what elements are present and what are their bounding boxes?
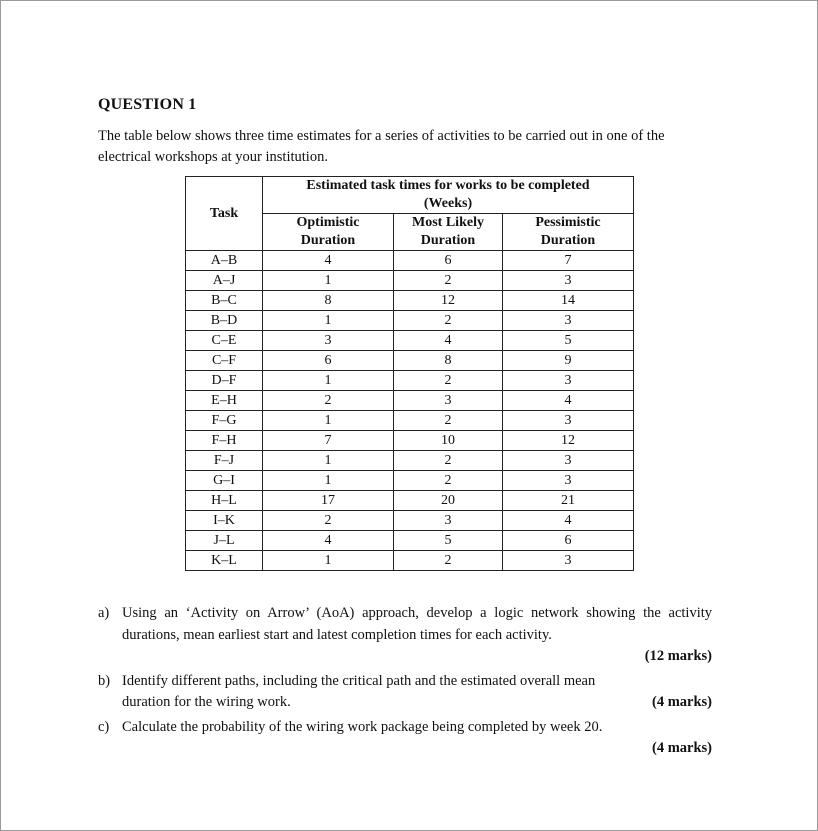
most-likely-cell: 5 — [394, 531, 503, 551]
most-likely-cell: 2 — [394, 411, 503, 431]
pessimistic-cell: 3 — [503, 451, 634, 471]
task-cell: G–I — [186, 471, 263, 491]
table-row — [186, 511, 634, 531]
optimistic-cell: 4 — [263, 531, 394, 551]
task-cell: J–L — [186, 531, 263, 551]
pessimistic-header: Pessimistic Duration — [503, 214, 634, 251]
table-row — [186, 451, 634, 471]
estimated-times-header-line1: Estimated task times for works to be completed — [306, 178, 590, 193]
question-a-label: a) — [98, 605, 110, 621]
most-likely-header: Most Likely Duration — [394, 214, 503, 251]
table-row — [186, 271, 634, 291]
optimistic-cell: 1 — [263, 471, 394, 491]
question-a-text: Using an ‘Activity on Arrow’ (AoA) approach, develop a logic network showing the activity durations, mean earliest start and latest completion times for each activity. — [122, 605, 712, 643]
table-row — [186, 491, 634, 511]
most-likely-cell: 10 — [394, 431, 503, 451]
most-likely-cell: 8 — [394, 351, 503, 371]
question-c — [98, 717, 712, 760]
question-b-marks: (4 marks) — [651, 694, 712, 710]
most-likely-cell: 3 — [394, 391, 503, 411]
task-cell: E–H — [186, 391, 263, 411]
table-row — [186, 351, 634, 371]
task-header: Task — [186, 177, 263, 251]
table-row — [186, 531, 634, 551]
pessimistic-cell: 3 — [503, 551, 634, 571]
table-row — [186, 331, 634, 351]
optimistic-cell: 3 — [263, 331, 394, 351]
most-likely-cell: 12 — [394, 291, 503, 311]
pessimistic-cell: 6 — [503, 531, 634, 551]
task-cell: D–F — [186, 371, 263, 391]
optimistic-cell: 1 — [263, 311, 394, 331]
table-row — [186, 411, 634, 431]
task-cell: H–L — [186, 491, 263, 511]
optimistic-cell: 6 — [263, 351, 394, 371]
pessimistic-cell: 21 — [503, 491, 634, 511]
question-title: QUESTION 1 — [98, 96, 197, 113]
question-a-marks: (12 marks) — [644, 648, 712, 664]
most-likely-cell: 2 — [394, 371, 503, 391]
optimistic-cell: 17 — [263, 491, 394, 511]
table-row — [186, 311, 634, 331]
table-row — [186, 391, 634, 411]
most-likely-cell: 2 — [394, 271, 503, 291]
task-cell: C–F — [186, 351, 263, 371]
optimistic-cell: 1 — [263, 451, 394, 471]
most-likely-cell: 2 — [394, 471, 503, 491]
task-cell: B–D — [186, 311, 263, 331]
task-cell: F–H — [186, 431, 263, 451]
task-cell: F–J — [186, 451, 263, 471]
pessimistic-cell: 9 — [503, 351, 634, 371]
optimistic-cell: 2 — [263, 511, 394, 531]
task-time-table — [185, 176, 634, 571]
table-row — [186, 291, 634, 311]
table-row — [186, 371, 634, 391]
question-c-label: c) — [98, 718, 110, 735]
optimistic-cell: 1 — [263, 271, 394, 291]
pessimistic-cell: 3 — [503, 271, 634, 291]
pessimistic-cell: 4 — [503, 391, 634, 411]
question-b — [98, 671, 712, 714]
pessimistic-cell: 5 — [503, 331, 634, 351]
estimated-times-header-line2: (Weeks) — [423, 196, 473, 211]
table-row — [186, 431, 634, 451]
task-cell: I–K — [186, 511, 263, 531]
optimistic-cell: 1 — [263, 551, 394, 571]
question-a — [98, 603, 712, 668]
optimistic-cell: 4 — [263, 251, 394, 271]
optimistic-cell: 8 — [263, 291, 394, 311]
pessimistic-cell: 3 — [503, 411, 634, 431]
most-likely-cell: 6 — [394, 251, 503, 271]
optimistic-header: Optimistic Duration — [263, 214, 394, 251]
pessimistic-cell: 3 — [503, 311, 634, 331]
optimistic-cell: 2 — [263, 391, 394, 411]
question-b-text: Identify different paths, including the critical path and the estimated overall mean — [122, 672, 596, 689]
task-cell: C–E — [186, 331, 263, 351]
question-b-tail: duration for the wiring work. — [122, 694, 291, 710]
pessimistic-cell: 3 — [503, 371, 634, 391]
table-row — [186, 471, 634, 491]
question-b-label: b) — [98, 672, 111, 689]
pessimistic-cell: 7 — [503, 251, 634, 271]
pessimistic-cell: 3 — [503, 471, 634, 491]
optimistic-cell: 7 — [263, 431, 394, 451]
question-c-text: Calculate the probability of the wiring work package being completed by week 20. — [122, 718, 603, 735]
most-likely-cell: 4 — [394, 331, 503, 351]
task-cell: B–C — [186, 291, 263, 311]
optimistic-cell: 1 — [263, 371, 394, 391]
task-cell: F–G — [186, 411, 263, 431]
intro-paragraph: The table below shows three time estimates for a series of activities to be carried out in one of the electrical workshops at your institution. — [98, 128, 665, 165]
pessimistic-cell: 14 — [503, 291, 634, 311]
optimistic-cell: 1 — [263, 411, 394, 431]
task-cell: A–J — [186, 271, 263, 291]
pessimistic-cell: 12 — [503, 431, 634, 451]
table-row — [186, 551, 634, 571]
most-likely-cell: 2 — [394, 551, 503, 571]
estimated-times-header — [263, 177, 634, 214]
sub-questions — [98, 603, 712, 760]
task-cell: K–L — [186, 551, 263, 571]
most-likely-cell: 3 — [394, 511, 503, 531]
most-likely-cell: 2 — [394, 311, 503, 331]
table-row — [186, 251, 634, 271]
most-likely-cell: 2 — [394, 451, 503, 471]
most-likely-cell: 20 — [394, 491, 503, 511]
task-cell: A–B — [186, 251, 263, 271]
pessimistic-cell: 4 — [503, 511, 634, 531]
question-c-marks: (4 marks) — [651, 740, 712, 756]
